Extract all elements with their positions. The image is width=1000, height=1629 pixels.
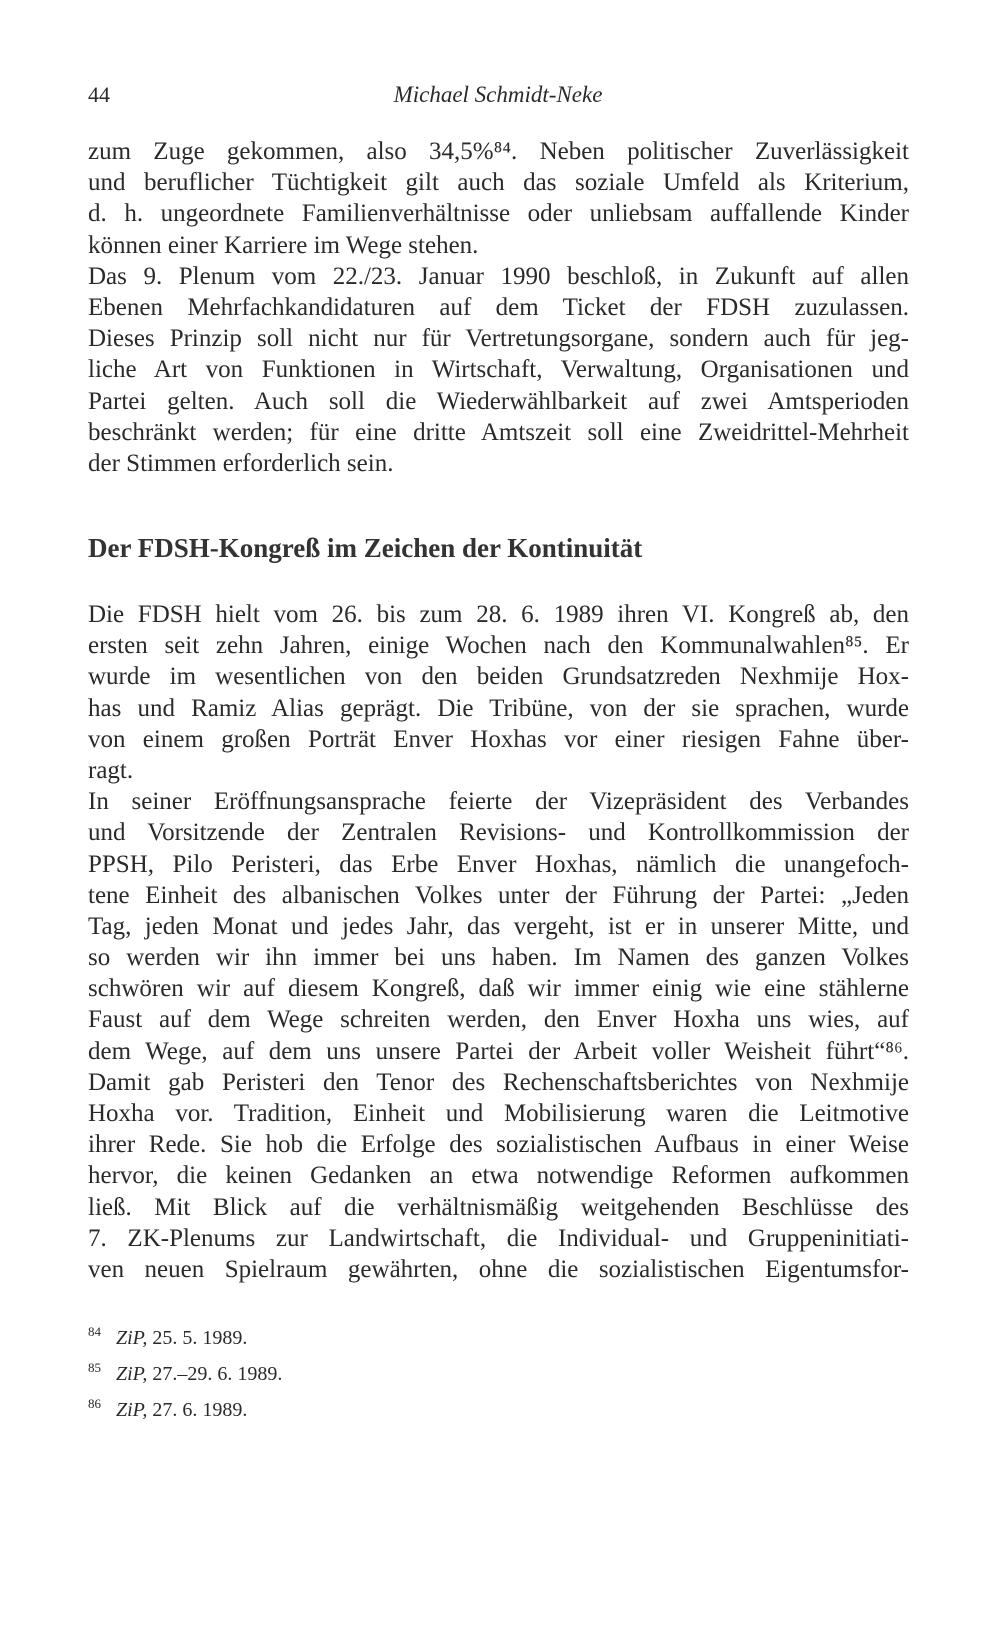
running-head: Michael Schmidt-Neke: [393, 82, 603, 107]
page-header: [88, 82, 908, 116]
text-line: schwören wir auf diesem Kongreß, daß wir immer einig wie eine stählerne: [88, 975, 909, 1003]
footnote-number: 86: [88, 1396, 101, 1411]
footnote-source: ZiP,: [116, 1327, 148, 1349]
section-heading: Der FDSH-Kongreß im Zeichen der Kontinuität: [88, 533, 643, 563]
footnote-date: 27. 6. 1989.: [152, 1399, 248, 1421]
text-line: In seiner Eröffnungsansprache feierte der Vizepräsident des Verbandes: [88, 788, 909, 816]
text-line: können einer Karriere im Wege stehen.: [88, 231, 479, 259]
text-line: Damit gab Peristeri den Tenor des Rechenschaftsberichtes von Nexhmije: [88, 1068, 909, 1096]
footnote: [88, 1353, 282, 1389]
footnotes: [88, 1317, 282, 1425]
text-line: Partei gelten. Auch soll die Wiederwählbarkeit auf zwei Amtsperioden: [88, 387, 909, 415]
text-line: ihrer Rede. Sie hob die Erfolge des sozialistischen Aufbaus in einer Weise: [88, 1131, 909, 1159]
text-line: d. h. ungeordnete Familienverhältnisse oder unliebsam auffallende Kinder: [88, 200, 909, 228]
footnote: [88, 1389, 282, 1425]
text-line: Dieses Prinzip soll nicht nur für Vertretungsorgane, sondern auch für jeg-: [88, 325, 909, 353]
footnote-date: 25. 5. 1989.: [152, 1327, 248, 1349]
text-line: ersten seit zehn Jahren, einige Wochen nach den Kommunalwahlen⁸⁵. Er: [88, 632, 909, 660]
text-line: beschränkt werden; für eine dritte Amtszeit soll eine Zweidrittel-Mehrheit: [88, 418, 909, 446]
footnote-source: ZiP,: [116, 1399, 148, 1421]
text-line: ließ. Mit Blick auf die verhältnismäßig weitgehenden Beschlüsse des: [88, 1193, 909, 1221]
page-number: 44: [88, 82, 110, 107]
text-line: hervor, die keinen Gedanken an etwa notwendige Reformen aufkommen: [88, 1162, 909, 1190]
text-line: Hoxha vor. Tradition, Einheit und Mobilisierung waren die Leitmotive: [88, 1100, 909, 1127]
text-line: ven neuen Spielraum gewährten, ohne die sozialistischen Eigentumsfor-: [88, 1255, 909, 1283]
text-line: Tag, jeden Monat und jedes Jahr, das vergeht, ist er in unserer Mitte, und: [88, 912, 909, 940]
footnote-source: ZiP,: [116, 1363, 148, 1385]
text-line: 7. ZK-Plenums zur Landwirtschaft, die Individual- und Gruppeninitiati-: [88, 1224, 909, 1252]
text-line: has und Ramiz Alias geprägt. Die Tribüne, von der sie sprachen, wurde: [88, 694, 909, 722]
text-line: Die FDSH hielt vom 26. bis zum 28. 6. 1989 ihren VI. Kongreß ab, den: [88, 601, 909, 628]
footnote-date: 27.–29. 6. 1989.: [152, 1363, 283, 1385]
text-line: Das 9. Plenum vom 22./23. Januar 1990 beschloß, in Zukunft auf allen: [88, 262, 909, 290]
text-line: der Stimmen erforderlich sein.: [88, 449, 394, 477]
text-line: von einem großen Porträt Enver Hoxhas vor einer riesigen Fahne über-: [88, 725, 909, 753]
text-line: liche Art von Funktionen in Wirtschaft, Verwaltung, Organisationen und: [88, 356, 909, 384]
text-line: dem Wege, auf dem uns unsere Partei der Arbeit voller Weisheit führt“⁸⁶.: [88, 1037, 909, 1065]
paragraph-block-2: [88, 599, 909, 1285]
paragraph-block-1: [88, 136, 909, 479]
text-line: und Vorsitzende der Zentralen Revisions- und Kontrollkommission der: [88, 819, 909, 847]
footnote-number: 84: [88, 1324, 101, 1339]
text-line: ragt.: [88, 756, 134, 784]
text-line: Ebenen Mehrfachkandidaturen auf dem Ticket der FDSH zuzulassen.: [88, 293, 909, 321]
text-line: so werden wir ihn immer bei uns haben. Im Namen des ganzen Volkes: [88, 944, 909, 972]
text-line: zum Zuge gekommen, also 34,5%⁸⁴. Neben politischer Zuverlässigkeit: [88, 138, 909, 165]
text-line: PPSH, Pilo Peristeri, das Erbe Enver Hoxhas, nämlich die unangefoch-: [88, 850, 909, 878]
text-line: und beruflicher Tüchtigkeit gilt auch das soziale Umfeld als Kriterium,: [88, 169, 909, 197]
text-line: wurde im wesentlichen von den beiden Grundsatzreden Nexhmije Hox-: [88, 663, 909, 691]
footnote-number: 85: [88, 1360, 101, 1375]
footnote: [88, 1317, 282, 1353]
text-line: Faust auf dem Wege schreiten werden, den Enver Hoxha uns wies, auf: [88, 1006, 909, 1034]
text-line: tene Einheit des albanischen Volkes unter der Führung der Partei: „Jeden: [88, 881, 909, 909]
